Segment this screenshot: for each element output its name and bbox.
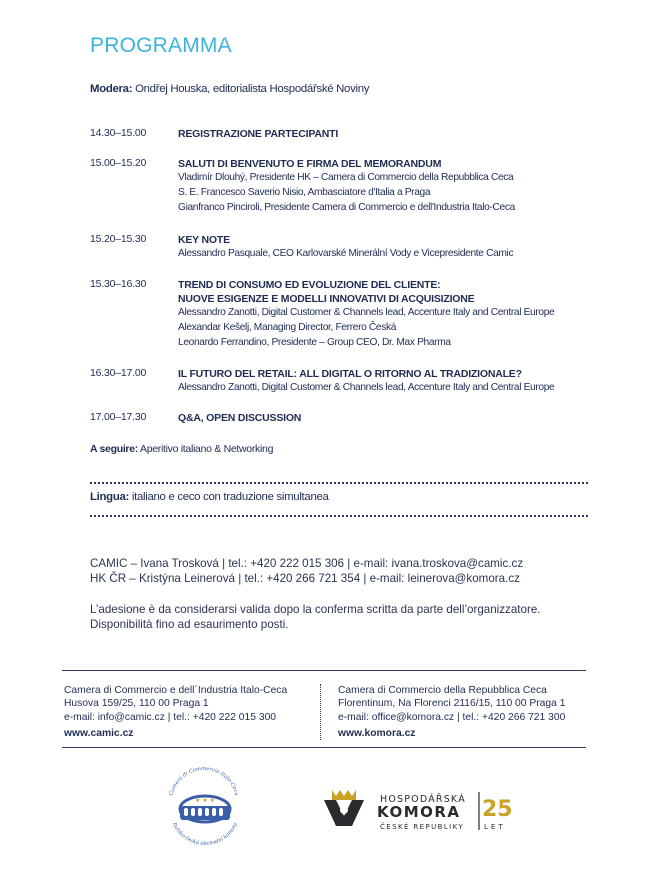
- followup-line: [90, 443, 273, 455]
- language-label: Lingua:: [90, 491, 130, 503]
- contact-camic: CAMIC – Ivana Trosková | tel.: +420 222 015 306 | e-mail: ivana.troskova@camic.cz: [90, 557, 524, 570]
- footer-komora: [338, 684, 565, 740]
- footer-komora-web-link[interactable]: www.komora.cz: [338, 727, 416, 739]
- svg-text:Italsko-česká obchodní komora: [170, 821, 239, 847]
- agenda-content: [178, 233, 610, 262]
- agenda-time: 15.20–15.30: [90, 233, 147, 246]
- contact-komora: HK ČR – Kristýna Leinerová | tel.: +420 266 721 354 | e-mail: leinerova@komora.cz: [90, 572, 520, 585]
- komora-anniversary-number: 25: [482, 797, 513, 822]
- footer-divider-top: [62, 670, 586, 671]
- footer-komora-contact: e-mail: office@komora.cz | tel.: +420 266 721 300: [338, 711, 566, 723]
- agenda-title: NUOVE ESIGENZE E MODELLI INNOVATIVI DI ACQUISIZIONE: [178, 293, 475, 306]
- moderator-line: [90, 83, 369, 95]
- agenda-content: [178, 411, 610, 425]
- page-title: PROGRAMMA: [90, 34, 232, 57]
- followup-label: A seguire:: [90, 443, 138, 455]
- agenda-content: [178, 278, 610, 350]
- agenda-list: [90, 127, 610, 441]
- footer-camic-web-link[interactable]: www.camic.cz: [64, 727, 134, 739]
- agenda-speaker: Alexandar Kešelj, Managing Director, Ferrero Česká: [178, 321, 397, 333]
- language-text: italiano e ceco con traduzione simultanea: [129, 491, 329, 503]
- footer-column-divider: [320, 684, 321, 740]
- agenda-time: 16.30–17.00: [90, 366, 147, 379]
- agenda-time: 15.30–16.30: [90, 278, 147, 291]
- footer-komora-name: Camera di Commercio della Repubblica Ceca: [338, 685, 547, 696]
- footer-camic-contact: e-mail: info@camic.cz | tel.: +420 222 015 300: [64, 711, 277, 723]
- agenda-item: [90, 127, 610, 141]
- komora-logo-line1: HOSPODÁŘSKÁ: [380, 794, 466, 805]
- agenda-speaker: S. E. Francesco Saverio Nisio, Ambasciatore d'Italia a Praga: [178, 186, 431, 198]
- availability-note: Disponibilità fino ad esaurimento posti.: [90, 618, 289, 631]
- dotted-divider-bottom: [90, 515, 588, 517]
- agenda-title: SALUTI DI BENVENUTO E FIRMA DEL MEMORANDUM: [178, 158, 442, 170]
- komora-logo-line3: ČESKÉ REPUBLIKY: [380, 823, 465, 831]
- agenda-speaker: Leonardo Ferrandino, Presidente – Group CEO, Dr. Max Pharma: [178, 336, 451, 348]
- agenda-speaker: Gianfranco Pinciroli, Presidente Camera di Commercio e dell'Industria Italo-Ceca: [178, 201, 515, 213]
- agenda-speaker: Vladimír Dlouhý, Presidente HK – Camera di Commercio della Repubblica Ceca: [178, 172, 514, 183]
- agenda-title: IL FUTURO DEL RETAIL: ALL DIGITAL O RITORNO AL TRADIZIONALE?: [178, 367, 522, 380]
- agenda-speaker: Alessandro Pasquale, CEO Karlovarské Minerální Vody e Vicepresidente Camic: [178, 248, 514, 260]
- komora-logo-line2: KOMORA: [377, 803, 461, 821]
- agenda-title: Q&A, OPEN DISCUSSION: [178, 412, 302, 425]
- svg-text:★ ★ ★: ★ ★ ★: [195, 797, 215, 804]
- komora-logo: [322, 786, 522, 839]
- footer-komora-address: Florentinum, Na Florenci 2116/15, 110 00 Praga 1: [338, 698, 566, 710]
- svg-text:Camera di Commercio Italo-Ceca: [169, 766, 240, 796]
- agenda-time: 14.30–15.00: [90, 127, 147, 139]
- agenda-speaker: Alessandro Zanotti, Digital Customer & Channels lead, Accenture Italy and Central Europe: [178, 381, 555, 393]
- agenda-item: [90, 278, 610, 350]
- agenda-item: [90, 411, 610, 425]
- agenda-item: [90, 233, 610, 262]
- agenda-title: REGISTRAZIONE PARTECIPANTI: [178, 128, 339, 140]
- agenda-speaker: Alessandro Zanotti, Digital Customer & Channels lead, Accenture Italy and Central Europe: [178, 307, 555, 319]
- footer-camic-name: Camera di Commercio e dell´Industria Italo-Ceca: [64, 685, 288, 696]
- language-line: [90, 491, 329, 503]
- footer-divider-bottom: [62, 747, 586, 748]
- camic-logo: [160, 762, 250, 855]
- registration-note: L’adesione è da considerarsi valida dopo la conferma scritta da parte dell’organizzatore.: [90, 603, 541, 616]
- agenda-item: [90, 367, 610, 396]
- dotted-divider-top: [90, 482, 588, 484]
- camic-logo-top-text: Camera di Commercio Italo-Ceca: [168, 765, 240, 797]
- komora-emblem-icon: [324, 790, 364, 826]
- footer-camic: [64, 684, 287, 740]
- footer-camic-address: Husova 159/25, 110 00 Praga 1: [64, 698, 209, 710]
- moderator-label: Modera:: [90, 83, 133, 95]
- followup-text: Aperitivo italiano & Networking: [137, 443, 274, 455]
- agenda-content: [178, 127, 610, 141]
- camic-logo-bottom-text: Italsko-česká obchodní komora: [170, 821, 240, 848]
- agenda-content: [178, 157, 610, 215]
- agenda-title: KEY NOTE: [178, 234, 230, 247]
- agenda-time: 15.00–15.20: [90, 157, 147, 169]
- agenda-content: [178, 367, 610, 396]
- moderator-text: Ondřej Houska, editorialista Hospodářské Noviny: [132, 83, 370, 95]
- agenda-item: [90, 157, 610, 215]
- komora-anniversary-label: LET: [484, 823, 506, 831]
- agenda-title: TREND DI CONSUMO ED EVOLUZIONE DEL CLIENTE:: [178, 279, 441, 292]
- agenda-time: 17.00–17.30: [90, 411, 147, 424]
